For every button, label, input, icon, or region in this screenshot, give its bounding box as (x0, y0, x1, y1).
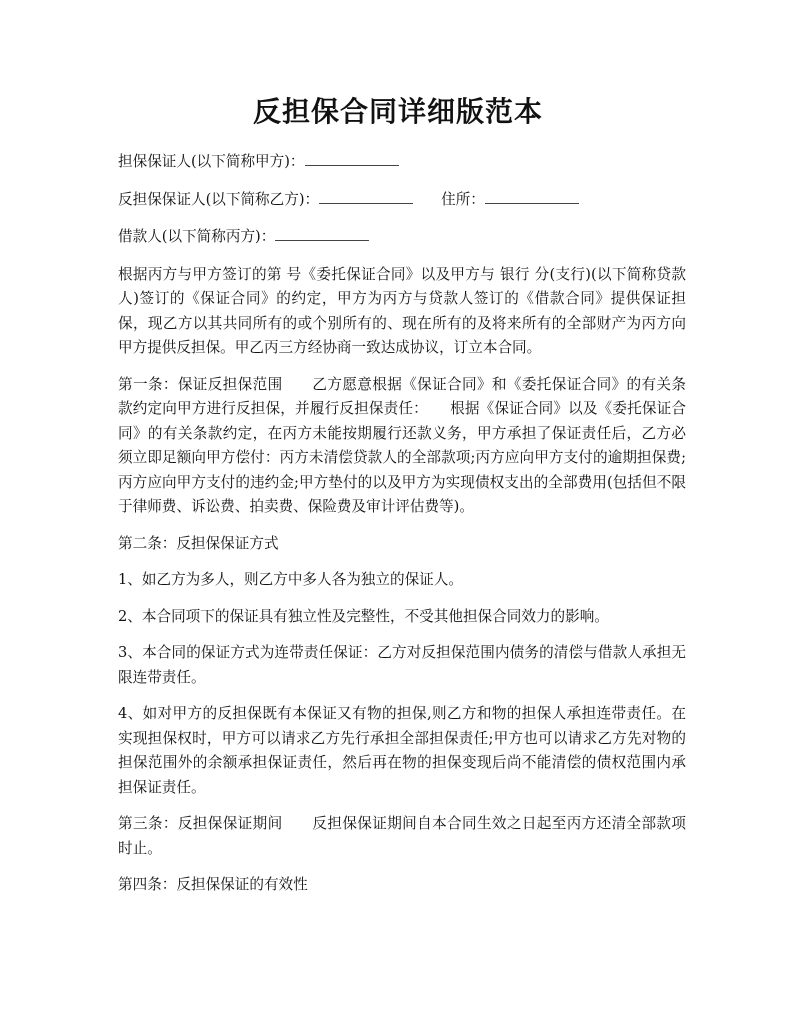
preamble-paragraph: 根据丙方与甲方签订的第 号《委托保证合同》以及甲方与 银行 分(支行)(以下简称贷款人)签订的《保证合同》的约定，甲方为丙方与贷款人签订的《借款合同》提供保证担保，现乙方以其共同所有的或个别所有的、现在所有的及将来所有的全部财产为丙方向甲方提供反担保。甲乙丙三方经协商一致达成协议，订立本合同。 (118, 265, 686, 356)
article-1-paragraph: 第一条：保证反担保范围 乙方愿意根据《保证合同》和《委托保证合同》的有关条款约定向甲方进行反担保，并履行反担保责任： 根据《保证合同》以及《委托保证合同》的有关条款约定，在丙方未能按期履行还款义务，甲方承担了保证责任后，乙方必须立即足额向甲方偿付：丙方未清偿贷款人的全部款项;丙方应向甲方支付的逾期担保费;丙方应向甲方支付的违约金;甲方垫付的以及甲方为实现债权支出的全部费用(包括但不限于律师费、诉讼费、拍卖费、保险费及审计评估费等)。 (118, 375, 686, 515)
borrower-blank (275, 226, 369, 241)
guarantor-line (118, 150, 686, 175)
clause-4-paragraph: 4、如对甲方的反担保既有本保证又有物的担保,则乙方和物的担保人承担连带责任。在实现担保权时，甲方可以请求乙方先行承担全部担保责任;甲方也可以请求乙方先对物的担保范围外的余额承担保证责任，然后再在物的担保变现后尚不能清偿的债权范围内承担保证责任。 (118, 705, 686, 796)
guarantor-blank (305, 151, 399, 166)
clause-3-paragraph: 3、本合同的保证方式为连带责任保证：乙方对反担保范围内债务的清偿与借款人承担无限连带责任。 (118, 644, 686, 686)
borrower-label: 借款人(以下简称丙方)： (118, 228, 276, 245)
clause-1-paragraph: 1、如乙方为多人，则乙方中多人各为独立的保证人。 (118, 571, 463, 588)
document-body (118, 150, 686, 910)
counter-guarantor-label: 反担保保证人(以下简称乙方)： (118, 190, 320, 208)
counter-guarantor-blank (319, 189, 413, 204)
counter-guarantor-line (118, 188, 686, 213)
borrower-line (118, 225, 686, 250)
guarantor-label: 担保保证人(以下简称甲方)： (118, 153, 305, 170)
residence-label: 住所： (441, 190, 485, 208)
residence-blank (485, 189, 579, 204)
article-2-heading: 第二条：反担保保证方式 (118, 534, 279, 552)
document-title: 反担保合同详细版范本 (252, 95, 543, 128)
article-3-paragraph: 第三条：反担保保证期间 反担保保证期间自本合同生效之日起至丙方还清全部款项时止。 (118, 815, 686, 857)
clause-2-paragraph: 2、本合同项下的保证具有独立性及完整性，不受其他担保合同效力的影响。 (118, 607, 609, 625)
article-4-heading: 第四条：反担保保证的有效性 (118, 876, 308, 893)
